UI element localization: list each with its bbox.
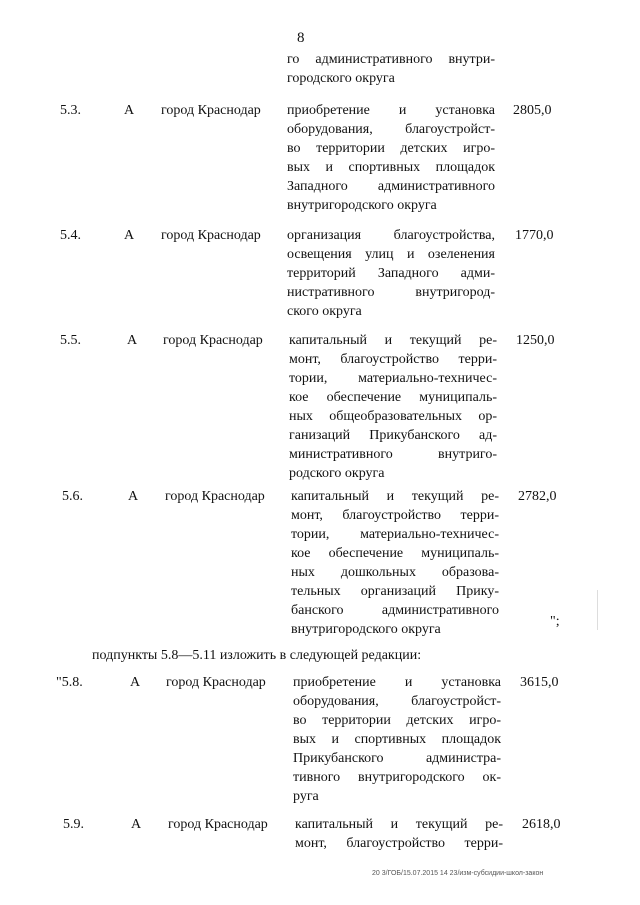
continuation-line: городского округа <box>287 71 395 86</box>
row-description <box>291 487 499 639</box>
row-number: 5.6. <box>62 489 83 504</box>
description-line: капитальный и текущий ре- <box>295 817 503 832</box>
row-amount: 2782,0 <box>518 489 557 504</box>
row-description <box>289 331 497 483</box>
description-line: приобретение и установка <box>287 103 495 118</box>
description-line: монт, благоустройство терри- <box>289 352 497 367</box>
description-line: Западного административного <box>287 179 495 194</box>
description-line: тории, материально-техничес- <box>291 527 499 542</box>
row-description <box>293 673 501 806</box>
page-number: 8 <box>297 30 305 46</box>
description-line: руга <box>293 789 319 804</box>
scan-edge-mark <box>597 590 598 630</box>
description-line: кое обеспечение муниципаль- <box>289 390 497 405</box>
description-line: тельных организаций Прику- <box>291 584 499 599</box>
row-location: город Краснодар <box>168 817 268 832</box>
instruction-text: подпункты 5.8—5.11 изложить в следующей редакции: <box>92 648 422 663</box>
description-line: освещения улиц и озеленения <box>287 247 495 262</box>
row-location: город Краснодар <box>166 675 266 690</box>
description-line: нистративного внутригород- <box>287 285 495 300</box>
row-description <box>287 101 495 215</box>
description-line: вых и спортивных площадок <box>293 732 501 747</box>
row-description <box>287 226 495 321</box>
description-line: ского округа <box>287 304 362 319</box>
row-number: 5.3. <box>60 103 81 118</box>
description-line: тивного внутригородского ок- <box>293 770 501 785</box>
description-line: во территории детских игро- <box>293 713 501 728</box>
description-line: монт, благоустройство терри- <box>291 508 499 523</box>
description-line: родского округа <box>289 466 385 481</box>
description-line: вых и спортивных площадок <box>287 160 495 175</box>
continuation-line: го административного внутри- <box>287 52 495 67</box>
row-number: 5.4. <box>60 228 81 243</box>
description-line: ных дошкольных образова- <box>291 565 499 580</box>
description-line: ных общеобразовательных ор- <box>289 409 497 424</box>
description-line: капитальный и текущий ре- <box>289 333 497 348</box>
description-line: внутригородского округа <box>287 198 437 213</box>
description-line: капитальный и текущий ре- <box>291 489 499 504</box>
row-location: город Краснодар <box>161 103 261 118</box>
row-category: А <box>128 489 139 504</box>
row-amount: 1250,0 <box>516 333 555 348</box>
row-category: А <box>130 675 141 690</box>
footer-file-stamp: 20 3/ГОБ/15.07.2015 14 23/изм-субсидии-школ-закон <box>372 870 544 877</box>
description-line: монт, благоустройство терри- <box>295 836 503 851</box>
description-line: ганизаций Прикубанского ад- <box>289 428 497 443</box>
description-line: тории, материально-техничес- <box>289 371 497 386</box>
row-amount: 2805,0 <box>513 103 552 118</box>
row-location: город Краснодар <box>165 489 265 504</box>
row-category: А <box>124 103 135 118</box>
description-line: оборудования, благоустройст- <box>293 694 501 709</box>
description-line: министративного внутриго- <box>289 447 497 462</box>
continuation-text <box>287 50 497 88</box>
description-line: внутригородского округа <box>291 622 441 637</box>
row-amount: 1770,0 <box>515 228 554 243</box>
description-line: территорий Западного адми- <box>287 266 495 281</box>
row-number: 5.5. <box>60 333 81 348</box>
row-location: город Краснодар <box>161 228 261 243</box>
description-line: во территории детских игро- <box>287 141 495 156</box>
row-location: город Краснодар <box>163 333 263 348</box>
row-category: А <box>124 228 135 243</box>
description-line: приобретение и установка <box>293 675 501 690</box>
description-line: оборудования, благоустройст- <box>287 122 495 137</box>
description-line: Прикубанского администра- <box>293 751 501 766</box>
description-line: банского административного <box>291 603 499 618</box>
row-description <box>295 815 503 853</box>
row-category: А <box>127 333 138 348</box>
row-number: 5.9. <box>63 817 84 832</box>
row-amount: 3615,0 <box>520 675 559 690</box>
row-amount: 2618,0 <box>522 817 561 832</box>
description-line: кое обеспечение муниципаль- <box>291 546 499 561</box>
row-category: А <box>131 817 142 832</box>
description-line: организация благоустройства, <box>287 228 495 243</box>
closing-quote: "; <box>550 614 560 629</box>
row-number: "5.8. <box>56 675 83 690</box>
